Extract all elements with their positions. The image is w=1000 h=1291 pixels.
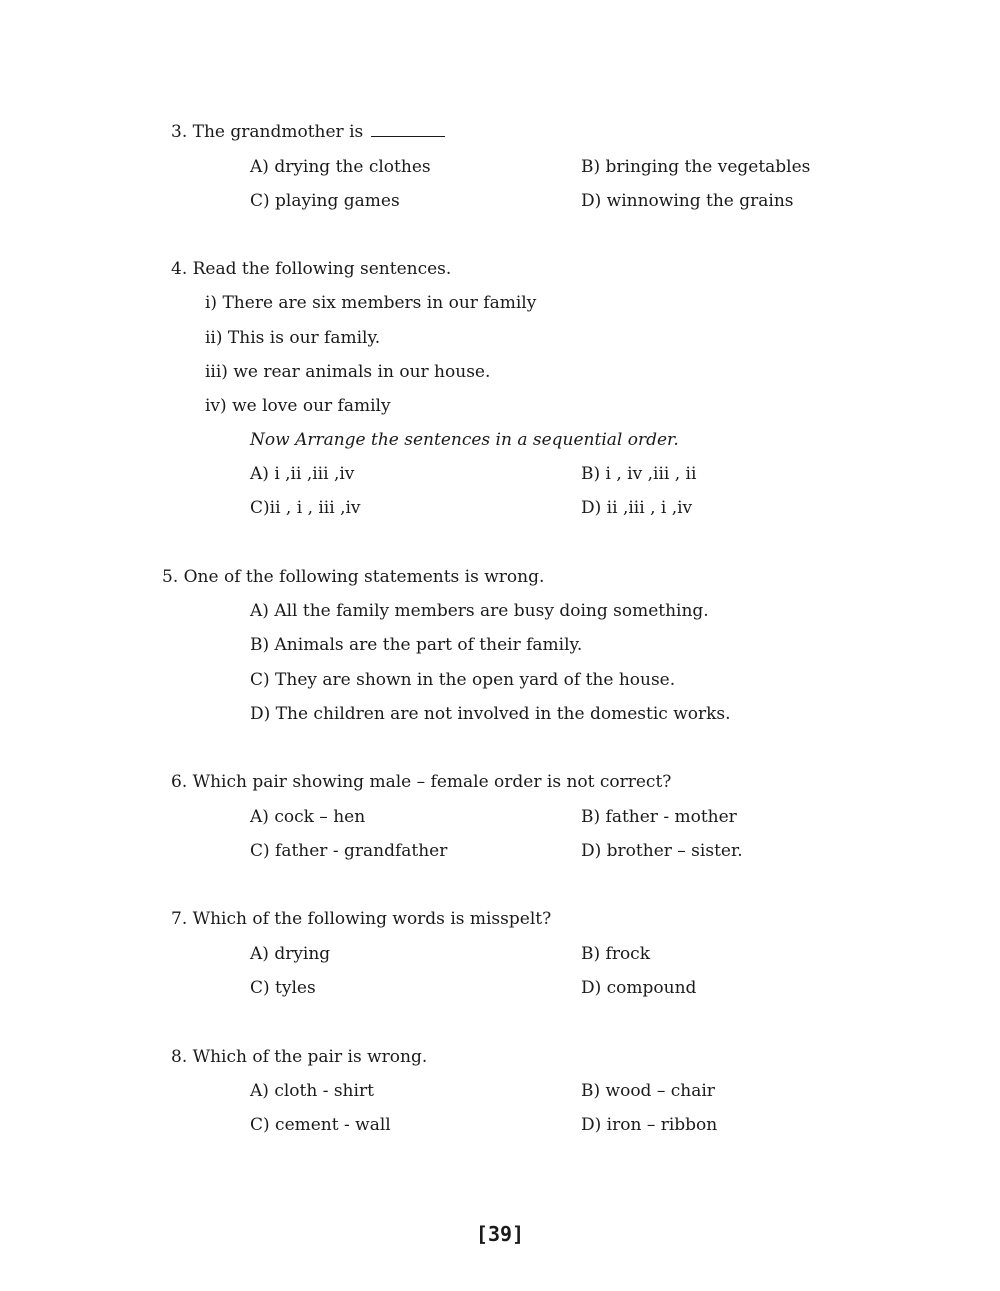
question-7-option-c: C) tyles [250,978,316,998]
question-8-option-c: C) cement - wall [250,1115,391,1135]
question-6-option-a: A) cock – hen [250,807,366,827]
question-3-option-d: D) winnowing the grains [581,191,794,211]
answer-blank [371,122,445,137]
question-4-sentence-2: ii) This is our family. [205,328,381,348]
question-4-stem: 4. Read the following sentences. [171,259,452,279]
question-5-option-b: B) Animals are the part of their family. [250,635,583,655]
question-4-sentence-4: iv) we love our family [205,396,391,416]
question-3-option-b: B) bringing the vegetables [581,157,811,177]
question-6-option-c: C) father - grandfather [250,841,448,861]
question-4-option-c: C)ii , i , iii ,iv [250,498,361,518]
question-3-stem [171,121,445,143]
page-number: [39] [475,1222,525,1246]
question-8-stem: 8. Which of the pair is wrong. [171,1047,428,1067]
question-5-option-a: A) All the family members are busy doing something. [250,601,709,621]
question-7-option-d: D) compound [581,978,697,998]
question-4-option-b: B) i , iv ,iii , ii [581,464,697,484]
question-6-option-b: B) father - mother [581,807,737,827]
question-5-option-d: D) The children are not involved in the domestic works. [250,704,731,724]
question-8-option-a: A) cloth - shirt [250,1081,374,1101]
question-4-sentence-3: iii) we rear animals in our house. [205,362,491,382]
question-4-option-d: D) ii ,iii , i ,iv [581,498,693,518]
question-6-option-d: D) brother – sister. [581,841,743,861]
question-6-stem: 6. Which pair showing male – female order is not correct? [171,772,672,792]
question-5-option-c: C) They are shown in the open yard of the house. [250,670,676,690]
question-4-sentence-1: i) There are six members in our family [205,293,537,313]
question-7-stem: 7. Which of the following words is misspelt? [171,909,552,929]
question-3-text: 3. The grandmother is [171,122,364,142]
question-8-option-b: B) wood – chair [581,1081,715,1101]
question-7-option-a: A) drying [250,944,331,964]
question-8-option-d: D) iron – ribbon [581,1115,718,1135]
question-5-stem: 5. One of the following statements is wrong. [162,567,545,587]
question-7-option-b: B) frock [581,944,651,964]
question-4-option-a: A) i ,ii ,iii ,iv [250,464,355,484]
question-3-option-c: C) playing games [250,191,400,211]
question-4-instruction: Now Arrange the sentences in a sequential order. [250,430,679,450]
question-3-option-a: A) drying the clothes [250,157,431,177]
